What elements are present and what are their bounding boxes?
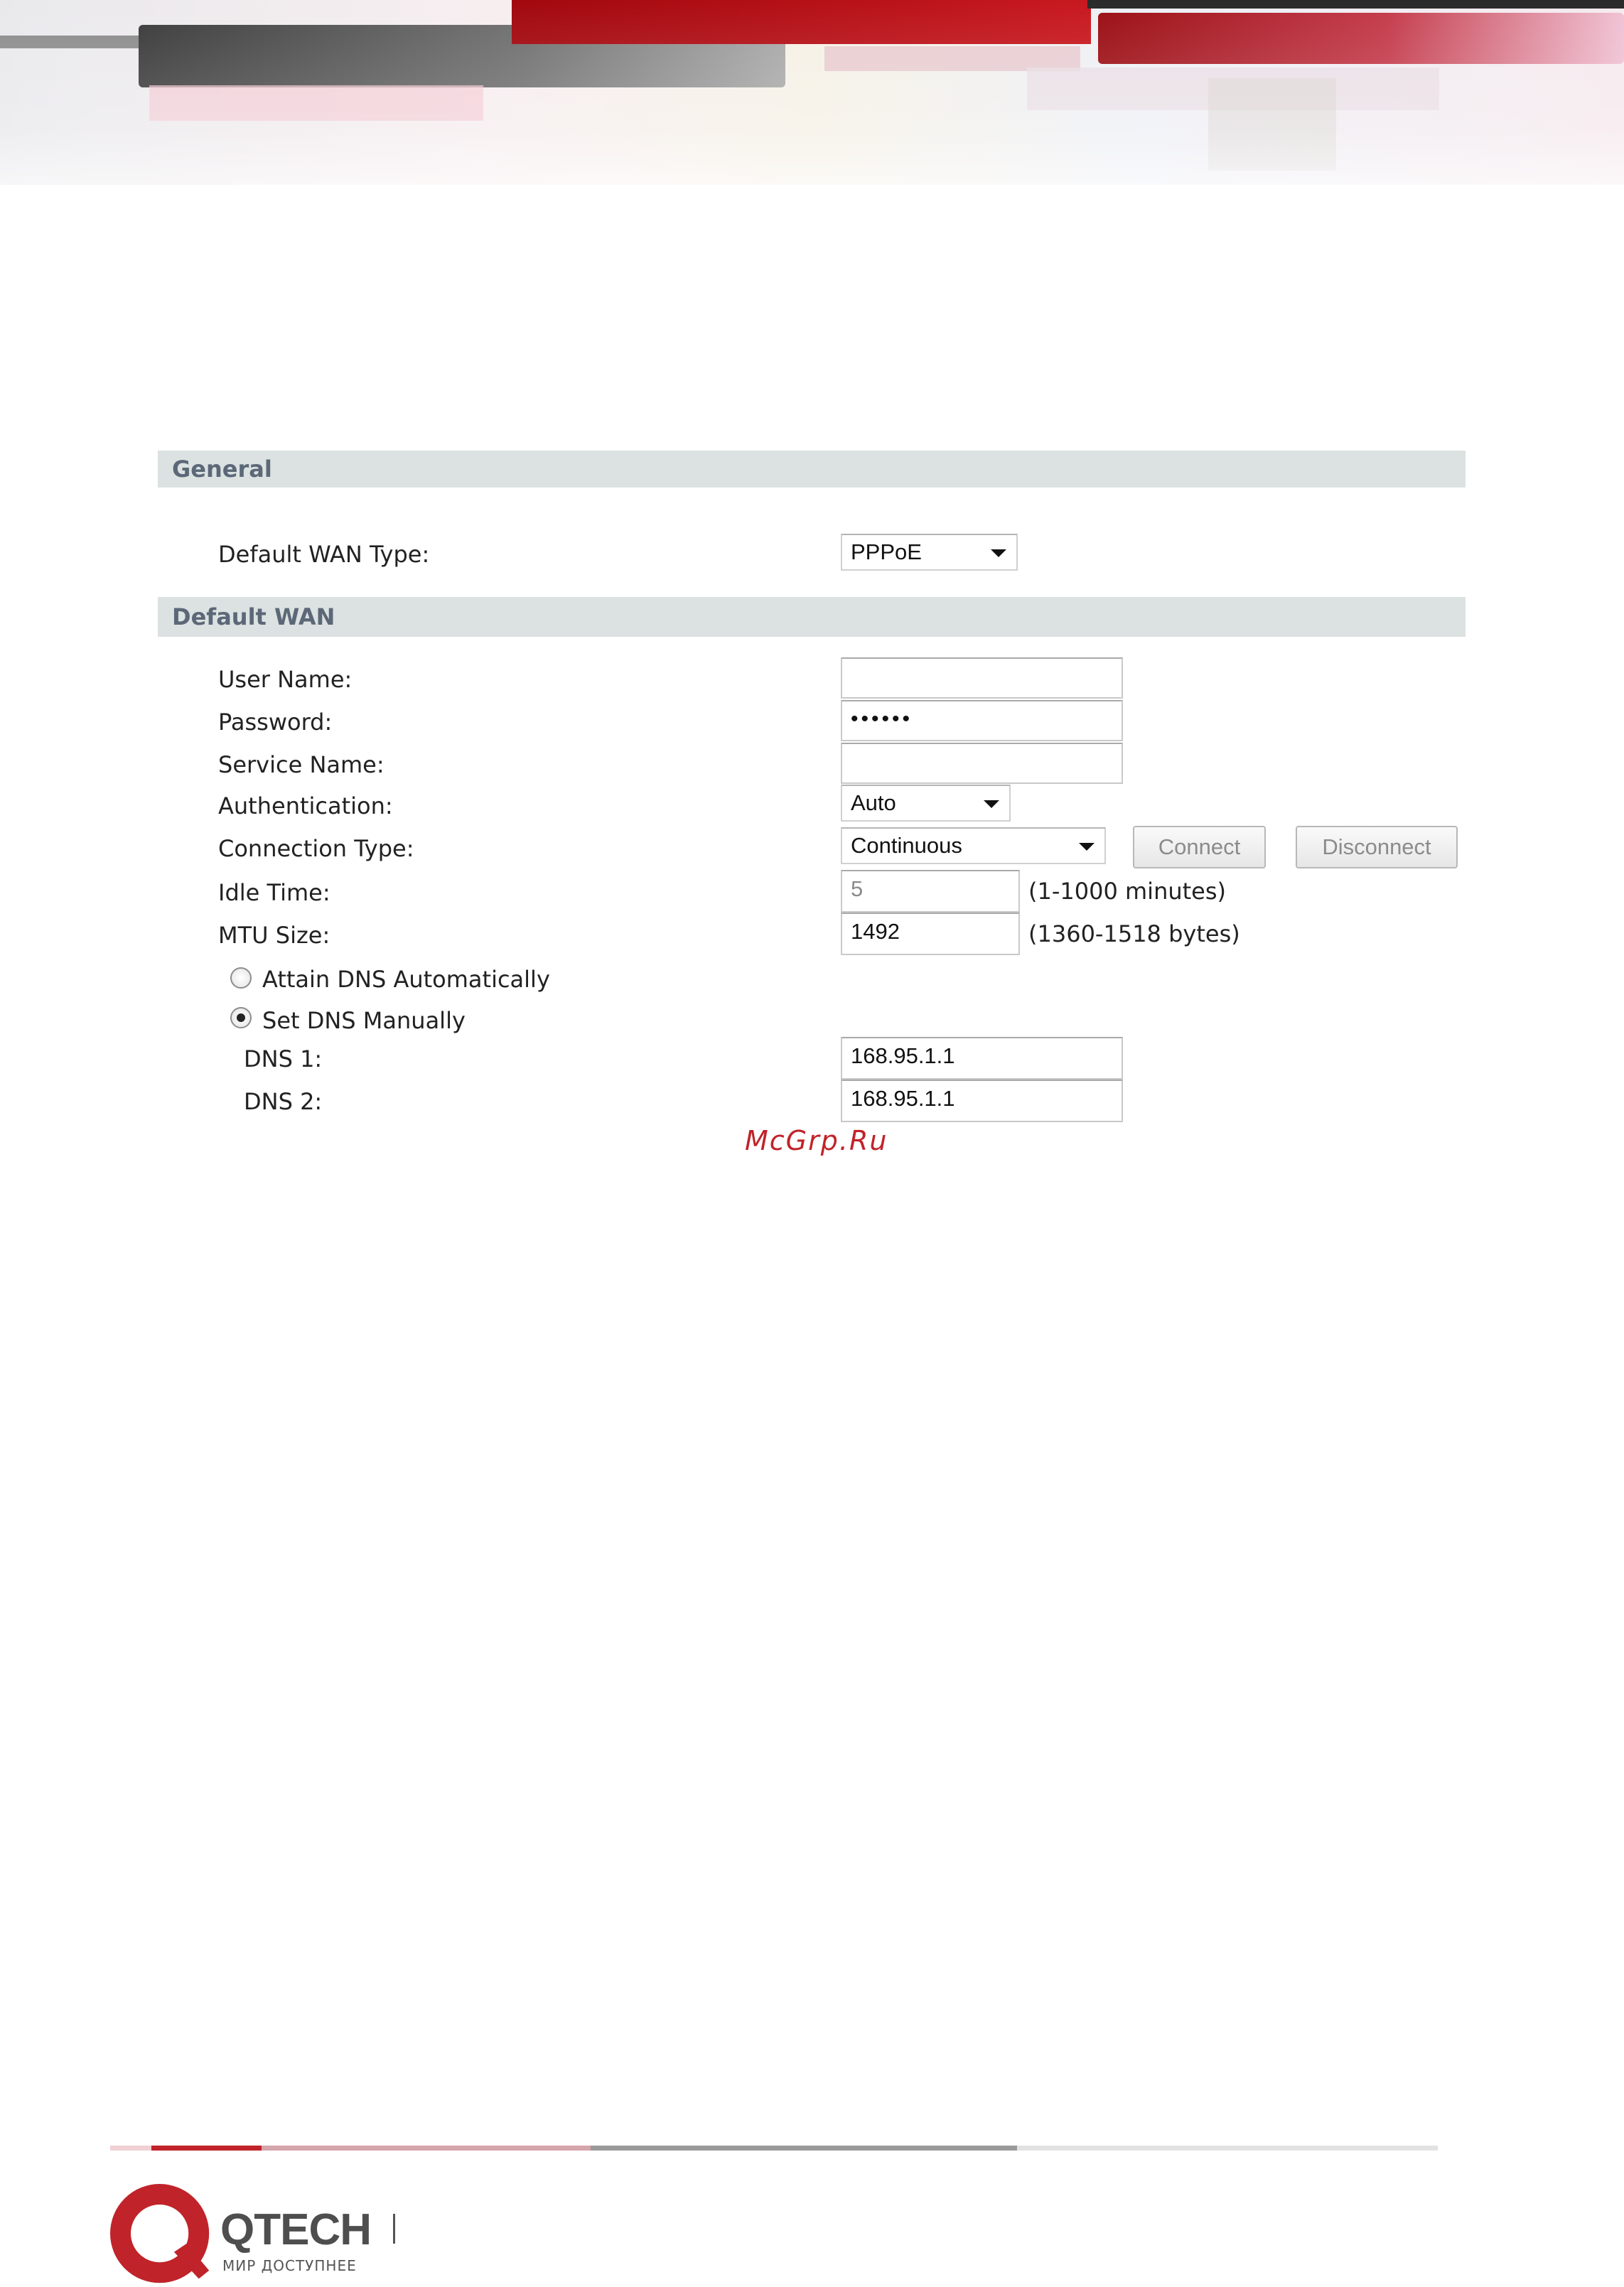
chevron-down-icon — [984, 800, 999, 808]
mtu-size-input[interactable]: 1492 — [841, 913, 1020, 955]
idle-time-hint: (1-1000 minutes) — [1028, 878, 1227, 905]
mtu-size-hint: (1360-1518 bytes) — [1028, 920, 1240, 947]
authentication-value: Auto — [851, 790, 896, 815]
dns-auto-radio[interactable] — [230, 967, 252, 989]
chevron-down-icon — [1079, 843, 1095, 851]
footer-line-light — [1017, 2146, 1438, 2151]
dns1-input[interactable]: 168.95.1.1 — [841, 1037, 1123, 1080]
header-banner — [0, 0, 1624, 235]
wan-type-select[interactable] — [841, 534, 1018, 571]
password-label: Password: — [218, 709, 333, 736]
section-default-wan — [158, 597, 1466, 637]
watermark-text: McGrp.Ru — [745, 1125, 888, 1156]
banner-fade — [0, 0, 1624, 235]
brand-name: QTECH — [220, 2205, 371, 2254]
service-name-label: Service Name: — [218, 751, 385, 778]
connection-type-select[interactable] — [841, 827, 1106, 864]
footer-line-pink — [110, 2146, 153, 2151]
wan-type-value: PPPoE — [851, 539, 922, 564]
authentication-label: Authentication: — [218, 792, 393, 819]
idle-time-input[interactable]: 5 — [841, 870, 1020, 913]
brand-tagline: МИР ДОСТУПНЕЕ — [222, 2257, 357, 2274]
connect-button[interactable]: Connect — [1133, 826, 1266, 868]
footer-line-rose — [262, 2146, 591, 2151]
dns2-label: DNS 2: — [244, 1088, 323, 1115]
section-title-general: General — [172, 456, 272, 483]
password-input[interactable]: •••••• — [841, 700, 1123, 741]
disconnect-button[interactable]: Disconnect — [1296, 826, 1458, 868]
dns2-input[interactable]: 168.95.1.1 — [841, 1080, 1123, 1122]
user-name-label: User Name: — [218, 666, 353, 693]
connection-type-label: Connection Type: — [218, 835, 414, 862]
dns-manual-radio[interactable] — [230, 1007, 252, 1028]
service-name-input[interactable] — [841, 743, 1123, 784]
idle-time-label: Idle Time: — [218, 879, 330, 906]
dns-manual-label: Set DNS Manually — [262, 1007, 466, 1034]
chevron-down-icon — [991, 549, 1006, 557]
mtu-size-label: MTU Size: — [218, 922, 330, 949]
footer-separator — [393, 2214, 395, 2244]
dns1-label: DNS 1: — [244, 1045, 323, 1072]
dns-auto-label: Attain DNS Automatically — [262, 966, 550, 993]
authentication-select[interactable] — [841, 785, 1011, 822]
section-general — [158, 451, 1466, 488]
footer-line-red — [151, 2146, 262, 2151]
wan-type-label: Default WAN Type: — [218, 541, 430, 568]
user-name-input[interactable] — [841, 657, 1123, 699]
qtech-logo-icon — [110, 2184, 213, 2287]
footer-line-grey — [591, 2146, 1017, 2151]
section-title-default-wan: Default WAN — [172, 603, 335, 630]
connection-type-value: Continuous — [851, 833, 962, 858]
